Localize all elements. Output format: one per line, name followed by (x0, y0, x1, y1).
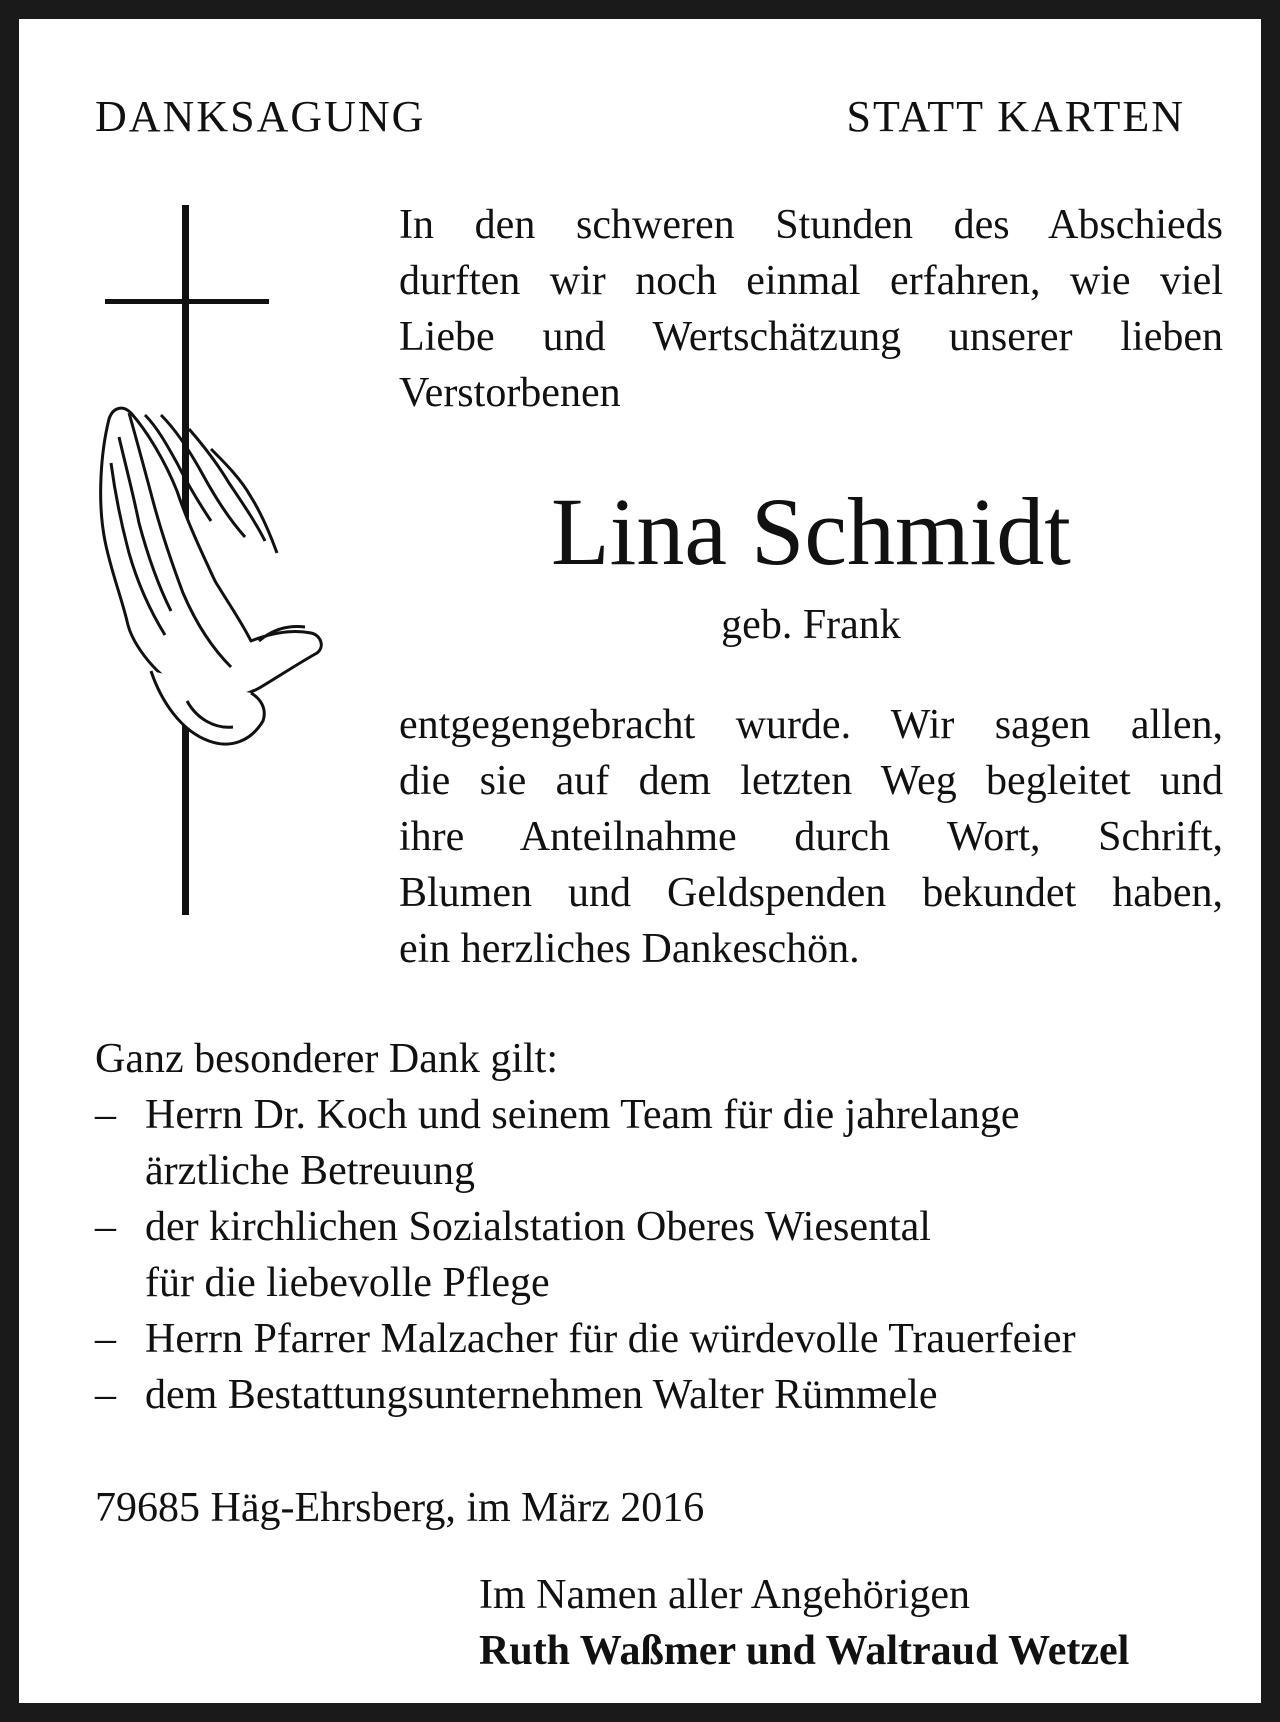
deceased-name: Lina Schmidt (551, 478, 1071, 585)
thanks-item-line: Herrn Dr. Koch und seinem Team für die jahrelange (145, 1092, 1020, 1138)
intro-line: Liebe und Wertschätzung unserer lieben (399, 314, 1223, 360)
thanks-item-line: der kirchlichen Sozialstation Oberes Wiesental (145, 1204, 931, 1250)
thanks-item (95, 1199, 1076, 1311)
birth-name: geb. Frank (721, 602, 901, 648)
signature-block (479, 1567, 1129, 1679)
intro-line: Verstorbenen (399, 370, 621, 416)
place-date: 79685 Häg-Ehrsberg, im März 2016 (95, 1485, 705, 1531)
dash-bullet: – (95, 1316, 116, 1362)
cross-icon (91, 201, 331, 921)
body-line: Blumen und Geldspenden bekundet haben, (399, 870, 1223, 916)
thanks-item-line: dem Bestattungsunternehmen Walter Rümmele (145, 1372, 938, 1418)
special-thanks (95, 1031, 1076, 1423)
body-line: ein herzliches Dankeschön. (399, 926, 860, 972)
signature-intro: Im Namen aller Angehörigen (479, 1572, 970, 1618)
intro-line: durften wir noch einmal erfahren, wie viel (399, 258, 1223, 304)
intro-paragraph (399, 197, 1223, 421)
body-line: die sie auf dem letzten Weg begleitet und (399, 758, 1223, 804)
signature-names: Ruth Waßmer und Waltraud Wetzel (479, 1628, 1130, 1674)
special-thanks-heading: Ganz besonderer Dank gilt: (95, 1036, 559, 1082)
body-line: ihre Anteilnahme durch Wort, Schrift, (399, 814, 1223, 860)
thanks-item (95, 1367, 1076, 1423)
intro-line: In den schweren Stunden des Abschieds (399, 202, 1223, 248)
thanks-item-line: ärztliche Betreuung (145, 1148, 476, 1194)
dash-bullet: – (95, 1204, 116, 1250)
dash-bullet: – (95, 1092, 116, 1138)
thanks-item (95, 1311, 1076, 1367)
header-left: DANKSAGUNG (95, 92, 426, 141)
thanks-item (95, 1087, 1076, 1199)
body-line: entgegengebracht wurde. Wir sagen allen, (399, 702, 1223, 748)
header-right: STATT KARTEN (846, 92, 1185, 141)
praying-hands-icon (101, 408, 322, 744)
thanks-item-line: für die liebevolle Pflege (145, 1260, 550, 1306)
dash-bullet: – (95, 1372, 116, 1418)
body-paragraph (399, 697, 1223, 977)
thanks-item-line: Herrn Pfarrer Malzacher für die würdevolle Trauerfeier (145, 1316, 1076, 1362)
